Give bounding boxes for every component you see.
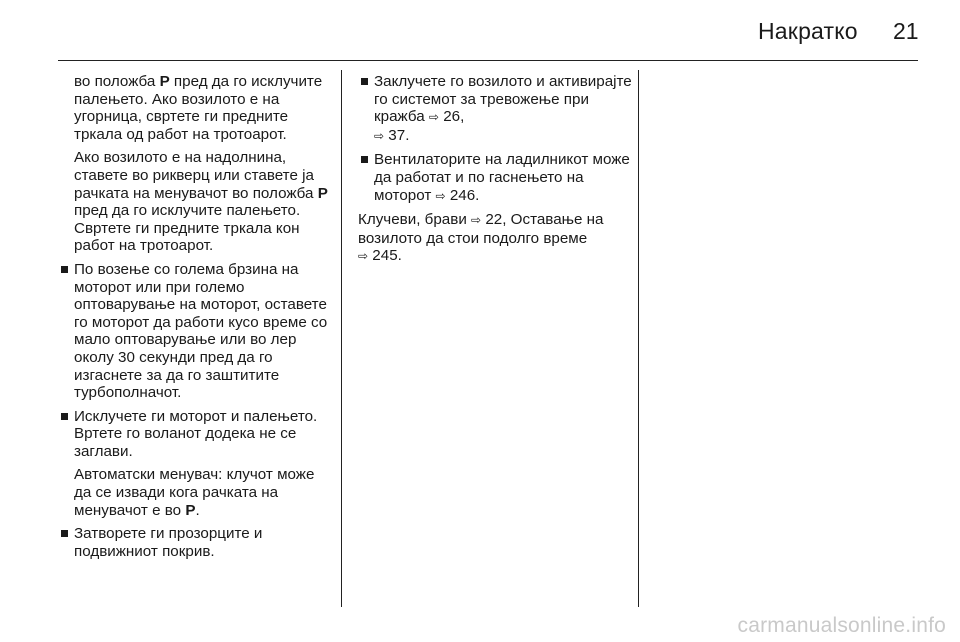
bullet-square-icon (61, 530, 68, 537)
page-ref-link[interactable]: 246 (449, 186, 476, 204)
gear-position-p: P (317, 184, 328, 202)
gear-position-p: P (159, 73, 170, 90)
page-ref-arrow-icon: ⇨ (471, 213, 482, 228)
list-item-lock-vehicle: Заклучете го возилото и активирајте го системот за тревожење при кражба ⇨ 26, ⇨ 37. (358, 73, 633, 145)
column-left (58, 73, 334, 566)
header-rule (58, 60, 918, 61)
page-number: 21 (893, 18, 919, 44)
list-item-close-windows: Затворете ги прозорците и подвижниот покрив. (58, 525, 334, 560)
page-ref-arrow-icon: ⇨ (358, 249, 369, 264)
list-item-turbo-cooldown: По возење со голема брзина на моторот или при големо оптоварување на моторот, оставете го моторот да работи кусо време со мало оптоварување или во лер околу 30 секунди пред да го изгаснете за да го заштитите турбополначот. (58, 261, 334, 402)
gear-position-p: P (185, 501, 196, 519)
page-ref-link[interactable]: 22 (485, 211, 503, 229)
page-ref-arrow-icon: ⇨ (435, 188, 446, 203)
bullet-square-icon (361, 156, 368, 163)
watermark: carmanualsonline.info (737, 614, 946, 637)
column-middle (358, 73, 633, 272)
page-ref-link[interactable]: 245 (372, 247, 398, 265)
bullet-square-icon (61, 413, 68, 420)
page-ref-arrow-icon: ⇨ (374, 128, 385, 143)
bullet-square-icon (61, 266, 68, 273)
column-divider-left (341, 70, 342, 607)
paragraph-cross-references: Клучеви, брави ⇨ 22, Оставање на возилото да стои подолго време ⇨ 245. (358, 211, 604, 265)
list-item-switch-off: Исклучете ги моторот и палењето. Вртете го воланот додека не се заглави. Автоматски менувач: клучот може да се извади кога рачката на менувачот е во P. (58, 408, 334, 520)
page-ref-arrow-icon: ⇨ (428, 110, 439, 125)
sub-paragraph-automatic-transmission: Автоматски менувач: клучот може да се извади кога рачката на менувачот е во P. (74, 466, 315, 519)
paragraph-parking-uphill: во положба P пред да го исклучите палењето. Ако возилото е на угорница, свртете ги предните тркала од работ на тротоарот. (74, 73, 323, 143)
paragraph-parking-downhill: Ако возилото е на надолнина, ставете во рикверц или ставете ја рачката на менувачот во положба P пред да го исклучите палењето. Свртете ги предните тркала кон работ на тротоарот. (74, 149, 328, 255)
list-item-radiator-fans: Вентилаторите на ладилникот може да работат и по гаснењето на моторот ⇨ 246. (358, 151, 633, 205)
column-divider-right (638, 70, 639, 607)
page-ref-link[interactable]: 37 (388, 126, 406, 144)
page-ref-link[interactable]: 26 (443, 108, 461, 126)
bullet-square-icon (361, 78, 368, 85)
page-header-title: Накратко (758, 18, 858, 44)
